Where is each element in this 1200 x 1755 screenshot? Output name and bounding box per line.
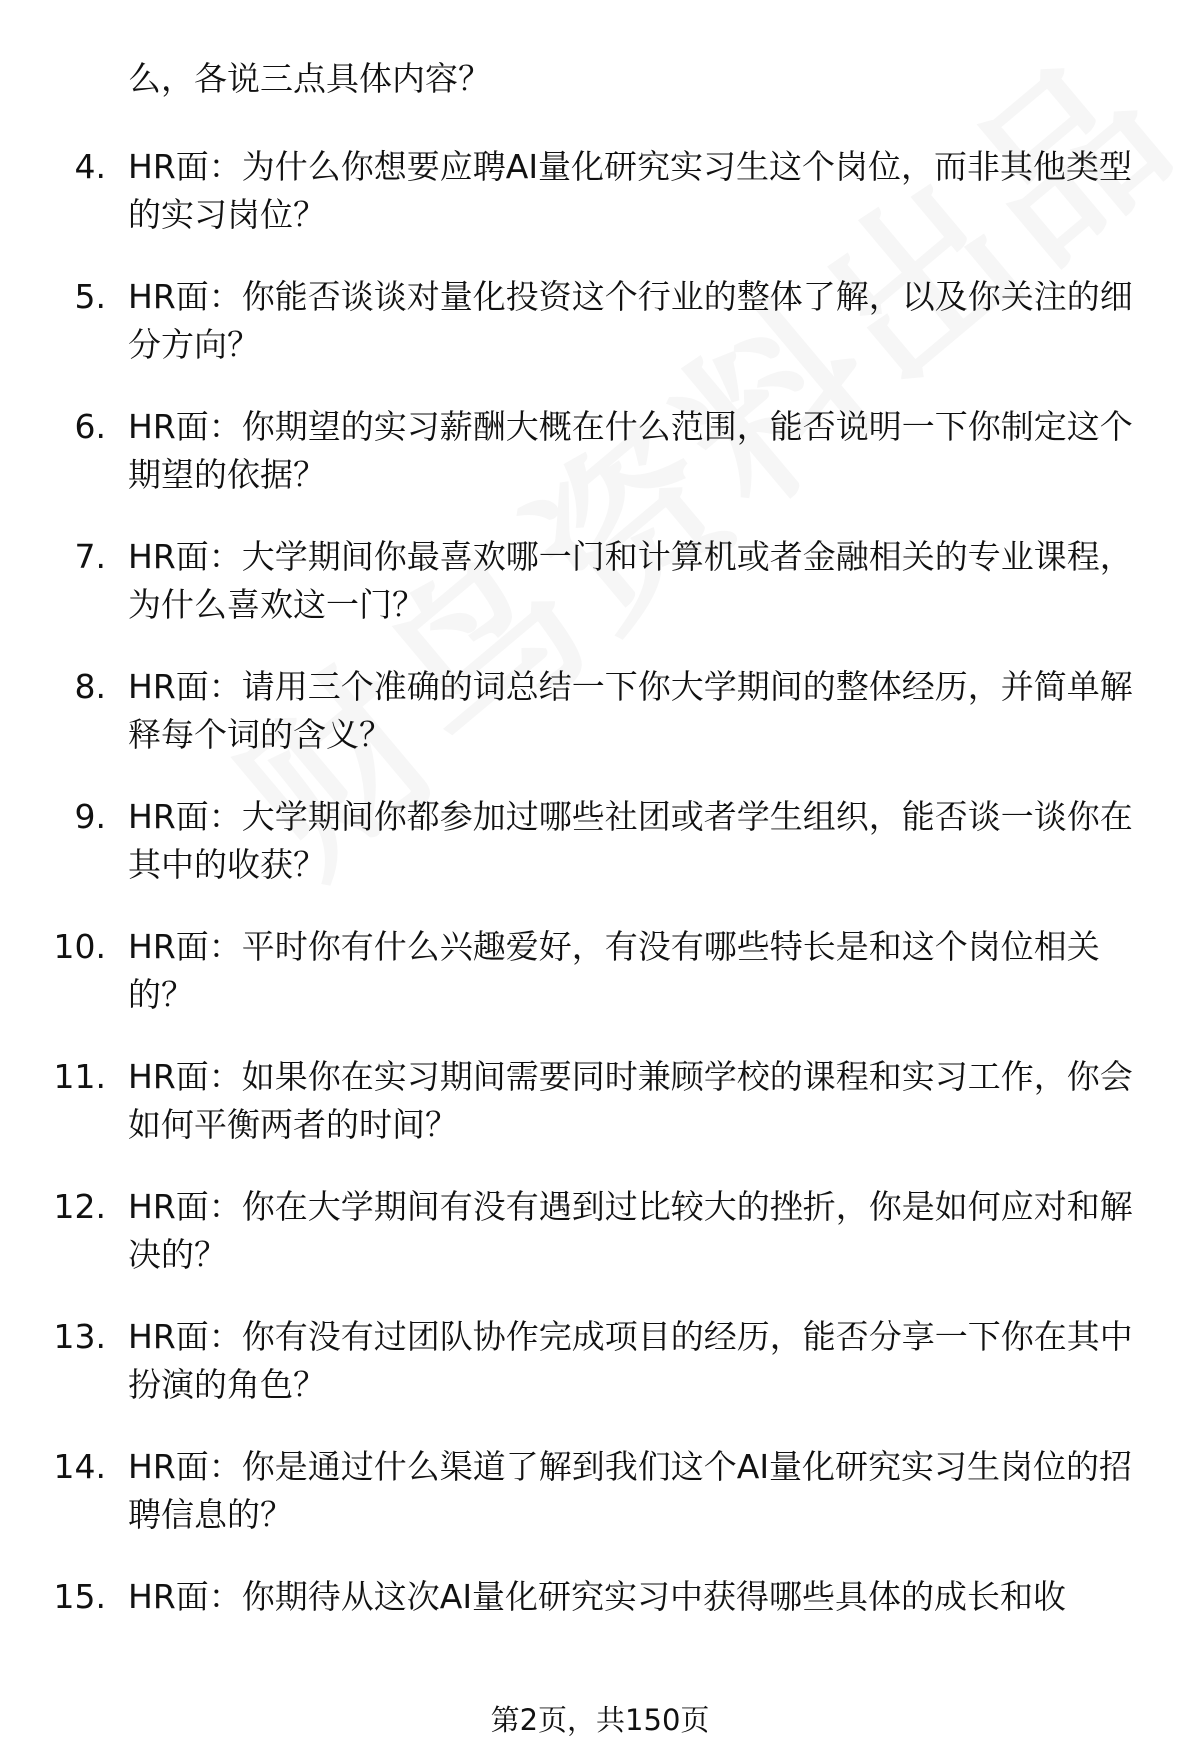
list-item-number: 4. (74, 147, 106, 186)
list-item-number: 8. (74, 667, 106, 706)
list-item-text: HR面：平时你有什么兴趣爱好，有没有哪些特长是和这个岗位相关的？ (128, 927, 1100, 1014)
list-item-number: 7. (74, 537, 106, 576)
list-item (0, 533, 1200, 663)
list-item (0, 1313, 1200, 1443)
list-item-number: 13. (53, 1317, 106, 1356)
list-item-text: HR面：你在大学期间有没有遇到过比较大的挫折，你是如何应对和解决的？ (128, 1187, 1133, 1274)
list-item-number: 11. (53, 1057, 106, 1096)
list-item-text: HR面：为什么你想要应聘AI量化研究实习生这个岗位，而非其他类型的实习岗位？ (128, 147, 1133, 234)
question-list (0, 143, 1200, 1703)
list-item (0, 1443, 1200, 1573)
list-item (0, 663, 1200, 793)
list-item-text: HR面：你能否谈谈对量化投资这个行业的整体了解，以及你关注的细分方向？ (128, 277, 1133, 364)
list-item-text: HR面：大学期间你都参加过哪些社团或者学生组织，能否谈一谈你在其中的收获？ (128, 797, 1133, 884)
list-item-text: HR面：你期待从这次AI量化研究实习中获得哪些具体的成长和收 (128, 1577, 1067, 1616)
list-item (0, 403, 1200, 533)
list-item (0, 793, 1200, 923)
list-item-number: 15. (53, 1577, 106, 1616)
list-item-number: 9. (74, 797, 106, 836)
list-item-number: 5. (74, 277, 106, 316)
list-item-text: HR面：如果你在实习期间需要同时兼顾学校的课程和实习工作，你会如何平衡两者的时间？ (128, 1057, 1133, 1144)
list-item (0, 1183, 1200, 1313)
list-item (0, 273, 1200, 403)
list-item-number: 10. (53, 927, 106, 966)
list-item-number: 12. (53, 1187, 106, 1226)
list-item (0, 1053, 1200, 1183)
list-item (0, 143, 1200, 273)
list-item-text: HR面：你有没有过团队协作完成项目的经历，能否分享一下你在其中扮演的角色？ (128, 1317, 1133, 1404)
list-item-text: HR面：大学期间你最喜欢哪一门和计算机或者金融相关的专业课程，为什么喜欢这一门？ (128, 537, 1133, 624)
list-item-text: HR面：你期望的实习薪酬大概在什么范围，能否说明一下你制定这个期望的依据？ (128, 407, 1133, 494)
list-item-number: 14. (53, 1447, 106, 1486)
continuation-text: 么，各说三点具体内容？ (128, 59, 491, 98)
page-footer: 第2页，共150页 (490, 1703, 710, 1737)
list-item-text: HR面：请用三个准确的词总结一下你大学期间的整体经历，并简单解释每个词的含义？ (128, 667, 1133, 754)
list-item-number: 6. (74, 407, 106, 446)
list-item (0, 923, 1200, 1053)
list-item-text: HR面：你是通过什么渠道了解到我们这个AI量化研究实习生岗位的招聘信息的？ (128, 1447, 1133, 1534)
list-item (0, 1573, 1200, 1703)
